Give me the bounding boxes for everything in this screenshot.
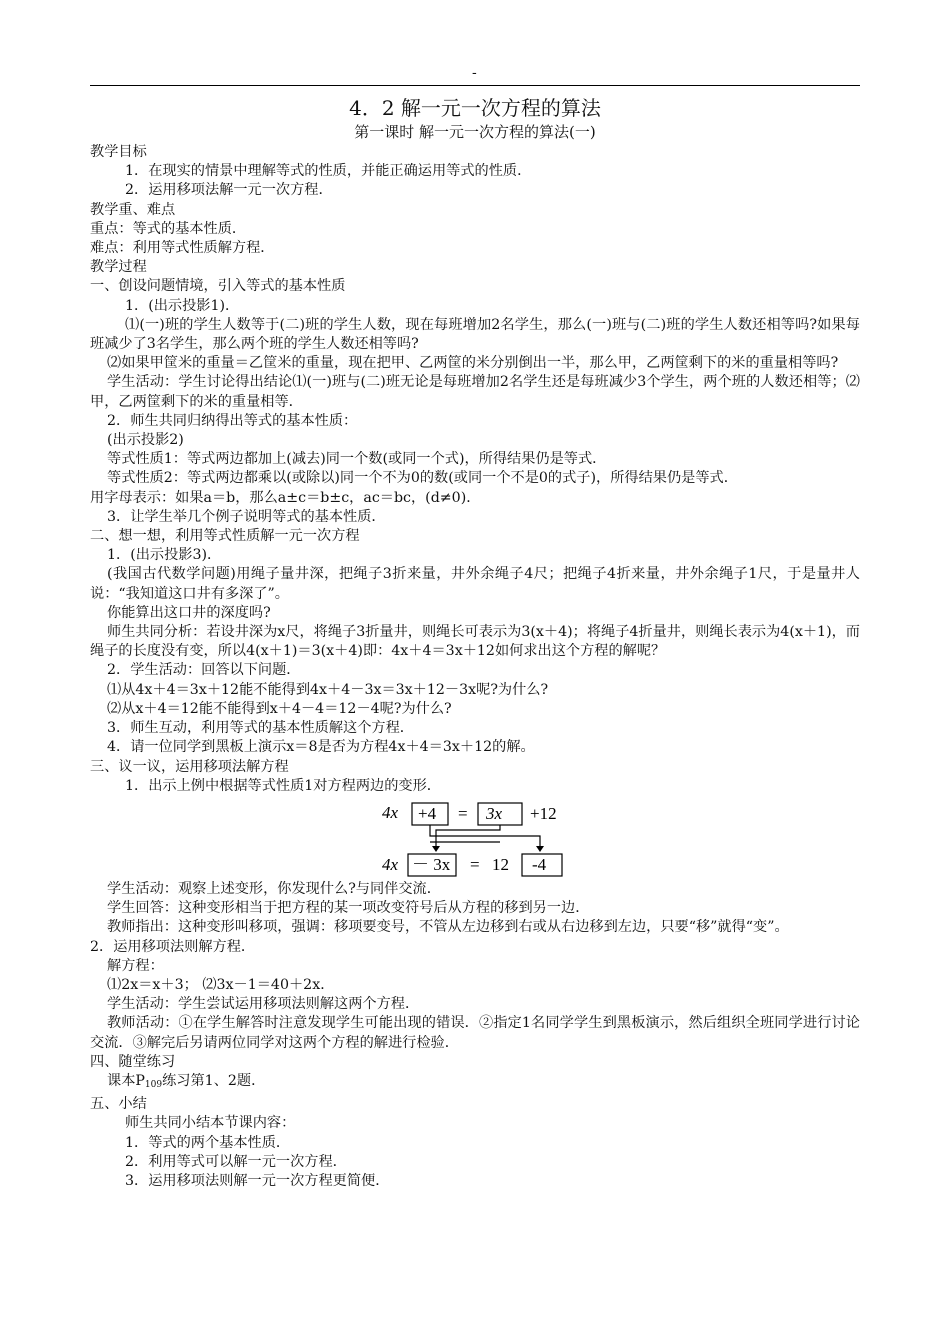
paragraph: ⑴2x＝x＋3； ⑵3x－1＝40＋2x． — [107, 976, 335, 993]
section-heading: 一、创设问题情境，引入等式的基本性质 — [90, 278, 346, 295]
transposition-svg — [380, 798, 580, 878]
diagram-bot-mid: 12 — [492, 854, 509, 874]
section-heading: 三、议一议，运用移项法解方程 — [90, 758, 289, 775]
diagram-top-left: 4x — [382, 802, 399, 822]
paragraph: 2．运用移项法则解方程． — [90, 938, 256, 955]
diagram-top-box1: +4 — [418, 803, 437, 823]
diagram-bot-eq: = — [470, 854, 480, 874]
paragraph: 1．在现实的情景中理解等式的性质，并能正确运用等式的性质． — [125, 163, 532, 180]
paragraph: 4．请一位同学到黑板上演示x＝8是否为方程4x＋4＝3x＋12的解。 — [107, 739, 535, 756]
paragraph: ⑵如果甲筐米的重量＝乙筐米的重量，现在把甲、乙两筐的米分别倒出一半，那么甲，乙两筐剩下的米的重量相等吗? — [107, 355, 839, 372]
paragraph: 解方程： — [107, 957, 164, 974]
paragraph: 等式性质1：等式两边都加上(减去)同一个数(或同一个式)，所得结果仍是等式． — [107, 451, 607, 468]
paragraph: 用字母表示：如果a＝b，那么a±c＝b±c，ac＝bc，(d≠0)． — [90, 489, 481, 506]
paragraph: 2．利用等式可以解一元一次方程． — [125, 1153, 347, 1170]
diagram-bot-left: 4x — [382, 854, 399, 874]
paragraph: (出示投影2) — [107, 432, 184, 449]
paragraph: 教师活动：①在学生解答时注意发现学生可能出现的错误．②指定1名同学学生到黑板演示，然后组织全班同学进行讨论交流．③解完后另请两位同学对这两个方程的解进行检验． — [90, 1015, 860, 1051]
diagram-bot-box1: － 3x — [412, 854, 451, 874]
paragraph: 学生活动：学生尝试运用移项法则解这两个方程． — [107, 996, 420, 1013]
diagram-top-right: +12 — [530, 803, 557, 823]
arrow-plus4-head — [536, 846, 544, 852]
header-rule — [90, 85, 860, 86]
section-heading: 教学过程 — [90, 259, 147, 276]
diagram-top-eq: = — [458, 803, 468, 823]
document-body — [90, 143, 860, 1191]
arrow-plus4-line — [430, 825, 540, 848]
paragraph: ⑴(一)班的学生人数等于(二)班的学生人数，现在每班增加2名学生，那么(一)班与(二)班的学生人数还相等吗?如果每班减少了3名学生，那么两个班的学生人数还相等吗? — [90, 316, 860, 353]
section-heading: 二、想一想，利用等式性质解一元一次方程 — [90, 528, 360, 545]
paragraph: 2．学生活动：回答以下问题． — [107, 662, 301, 679]
paragraph: 3．师生互动，利用等式的基本性质解这个方程． — [107, 720, 414, 737]
paragraph: 1．(出示投影1)． — [125, 297, 240, 314]
paragraph: 你能算出这口井的深度吗? — [107, 604, 271, 621]
section-heading: 五、小结 — [90, 1096, 147, 1113]
paragraph: 学生活动：学生讨论得出结论⑴(一)班与(二)班无论是每班增加2名学生还是每班减少3个学生，两个班的人数还相等；⑵甲，乙两筐剩下的米的重量相等． — [90, 374, 860, 410]
paragraph — [90, 1072, 860, 1095]
paragraph: 等式性质2：等式两边都乘以(或除以)同一个不为0的数(或同一个不是0的式子)，所得结果仍是等式． — [107, 470, 738, 487]
textbook-ref: 课本P — [107, 1072, 145, 1089]
paragraph: 教师指出：这种变形叫移项，强调：移项要变号，不管从左边移到右或从右边移到左边，只要“移”就得“变”。 — [107, 919, 789, 936]
diagram-top-box2: 3x — [486, 803, 503, 823]
paragraph: ⑴从4x＋4＝3x＋12能不能得到4x＋4－3x＝3x＋12－3x呢?为什么? — [107, 681, 549, 698]
paragraph: 3．让学生举几个例子说明等式的基本性质． — [107, 508, 386, 525]
paragraph: 1．出示上例中根据等式性质1对方程两边的变形． — [125, 777, 441, 794]
paragraph: 2．师生共同归纳得出等式的基本性质： — [107, 412, 358, 429]
paragraph: 学生回答：这种变形相当于把方程的某一项改变符号后从方程的移到另一边． — [107, 900, 590, 917]
paragraph: 师生共同小结本节课内容： — [125, 1115, 296, 1132]
header-dash: - — [472, 65, 477, 81]
paragraph: ⑵从x＋4＝12能不能得到x＋4－4＝12－4呢?为什么? — [107, 700, 452, 717]
paragraph: 1．等式的两个基本性质． — [125, 1134, 291, 1151]
paragraph: 难点：利用等式性质解方程． — [90, 240, 275, 257]
paragraph: 重点：等式的基本性质． — [90, 220, 247, 237]
section-heading: 四、随堂练习 — [90, 1053, 176, 1070]
section-heading: 教学重、难点 — [90, 201, 176, 218]
document-title: 4．2 解一元一次方程的算法 — [349, 96, 601, 120]
arrow-3x-head — [432, 846, 440, 852]
paragraph: 1．(出示投影3)． — [107, 547, 222, 564]
paragraph: 3．运用移项法则解一元一次方程更简便． — [125, 1172, 390, 1189]
paragraph: 学生活动：观察上述变形，你发现什么?与同伴交流． — [107, 880, 441, 897]
document-subtitle: 第一课时 解一元一次方程的算法(一) — [354, 123, 596, 141]
diagram-bot-box2: -4 — [532, 854, 547, 874]
exercise-ref: 练习第1、2题． — [162, 1072, 266, 1089]
paragraph: 师生共同分析：若设井深为x尺，将绳子3折量井，则绳长可表示为3(x＋4)；将绳子4折量井，则绳长表示为4(x＋1)，而绳子的长度没有变，所以4(x＋1)＝3(x＋4)即：4x＋4＝3x＋12如何求出这个方程的解呢？ — [90, 624, 860, 660]
paragraph: 2．运用移项法解一元一次方程． — [125, 182, 333, 199]
transposition-diagram — [90, 798, 860, 878]
paragraph: (我国古代数学问题)用绳子量井深，把绳子3折来量，井外余绳子4尺；把绳子4折来量，井外余绳子1尺，于是量井人说：“我知道这口井有多深了”。 — [90, 566, 860, 602]
page-subscript: 109 — [144, 1079, 163, 1090]
section-heading: 教学目标 — [90, 144, 147, 160]
